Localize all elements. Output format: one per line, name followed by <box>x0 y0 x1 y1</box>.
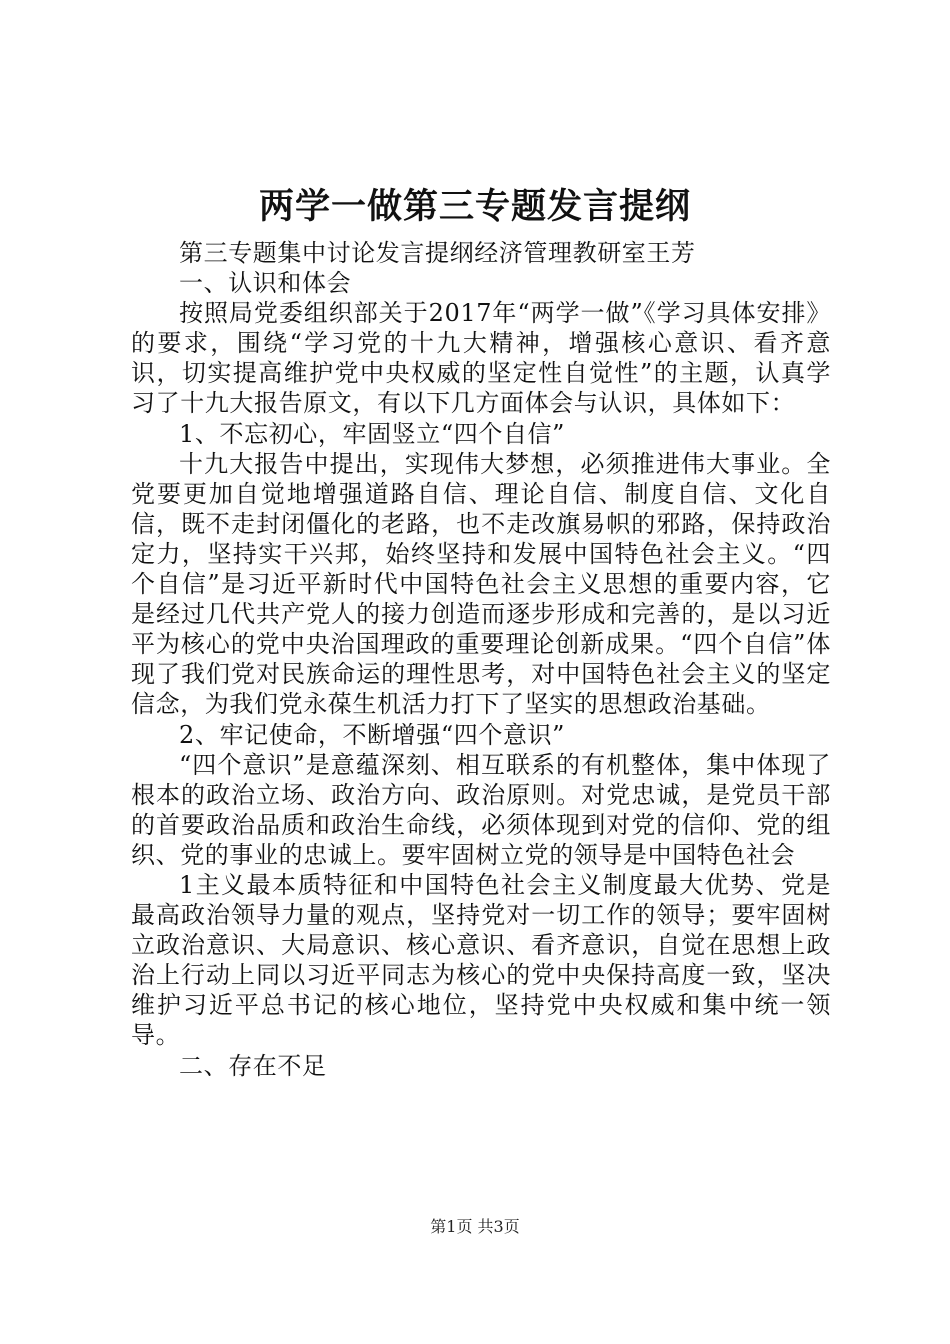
page-footer: 第1页 共3页 <box>430 1217 520 1236</box>
paragraph-four-consciousness: “四个意识”是意蕴深刻、相互联系的有机整体，集中体现了根本的政治立场、政治方向、政治原则。对党忠诚，是党员干部的首要政治品质和政治生命线，必须体现到对党的信仰、党的组织、党的事业的忠诚上。要牢固树立党的领导是中国特色社会 <box>131 750 831 869</box>
subheading-four-consciousness: 2、牢记使命，不断增强“四个意识” <box>179 720 566 749</box>
document-title: 两学一做第三专题发言提纲 <box>258 186 691 227</box>
subheading-four-confidences: 1、不忘初心，牢固竖立“四个自信” <box>179 419 566 448</box>
paragraph-intro: 按照局党委组织部关于2017年“两学一做”《学习具体安排》的要求，围绕“学习党的十九大精神，增强核心意识、看齐意识，切实提高维护党中央权威的坚定性自觉性”的主题，认真学习了十九大报告原文，有以下几方面体会与认识，具体如下： <box>131 299 831 418</box>
document-body <box>131 238 831 1081</box>
paragraph-subtitle: 第三专题集中讨论发言提纲经济管理教研室王芳 <box>179 239 696 267</box>
section-heading-understanding: 一、认识和体会 <box>179 269 352 298</box>
paragraph-four-confidences: 十九大报告中提出，实现伟大梦想，必须推进伟大事业。全党要更加自觉地增强道路自信、理论自信、制度自信、文化自信，既不走封闭僵化的老路，也不走改旗易帜的邪路，保持政治定力，坚持实干兴邦，始终坚持和发展中国特色社会主义。“四个自信”是习近平新时代中国特色社会主义思想的重要内容，它是经过几代共产党人的接力创造而逐步形成和完善的，是以习近平为核心的党中央治国理政的重要理论创新成果。“四个自信”体现了我们党对民族命运的理性思考，对中国特色社会主义的坚定信念，为我们党永葆生机活力打下了坚实的思想政治基础。 <box>131 449 831 719</box>
paragraph-party-leadership: 1主义最本质特征和中国特色社会主义制度最大优势、党是最高政治领导力量的观点，坚持党对一切工作的领导；要牢固树立政治意识、大局意识、核心意识、看齐意识，自觉在思想上政治上行动上同以习近平同志为核心的党中央保持高度一致，坚决维护习近平总书记的核心地位，坚持党中央权威和集中统一领导。 <box>131 870 831 1050</box>
section-heading-shortcomings: 二、存在不足 <box>179 1051 327 1080</box>
